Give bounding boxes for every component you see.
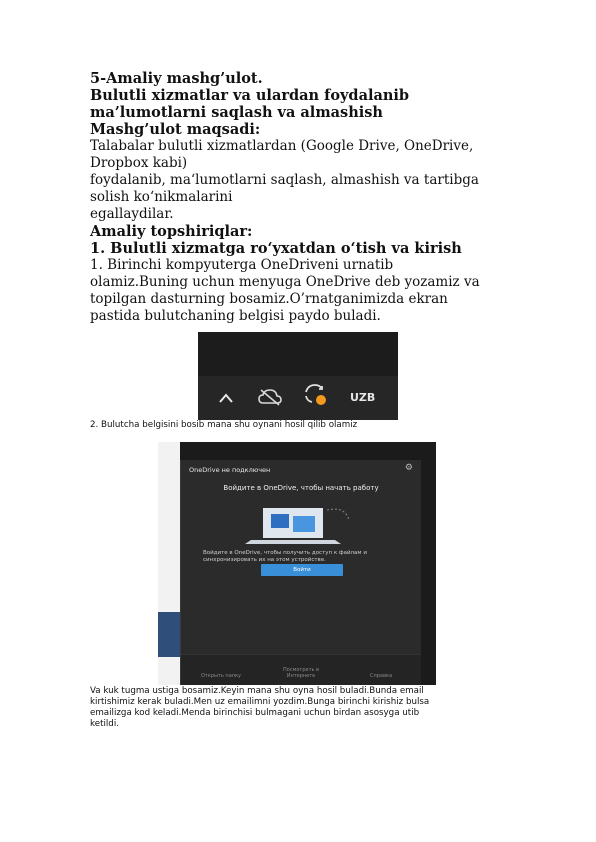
background-window-blue <box>158 612 180 657</box>
open-folder-link[interactable]: Открыть папку <box>200 673 242 679</box>
task-line-3: topilgan dasturning bosamiz.O’rnatganimizda ekran <box>90 291 448 307</box>
help-link[interactable]: Справка <box>369 673 393 679</box>
onedrive-window <box>180 460 421 685</box>
task-line-1: 1. Birinchi kompyuterga OneDriveni urnatib <box>90 257 394 273</box>
purpose-line-1: Talabalar bulutli xizmatlardan (Google Drive, OneDrive, <box>90 138 474 154</box>
sign-in-button[interactable]: Войти <box>261 564 343 576</box>
onedrive-body: Войдите в OneDrive, чтобы получить доступ к файлам и синхронизировать их на этом устройстве. <box>203 550 367 563</box>
purpose-line-3: foydalanib, maʻlumotlarni saqlash, almashish va tartibga <box>90 172 479 188</box>
caption-2: 2. Bulutcha belgisini bosib mana shu oynani hosil qilib olamiz <box>90 420 358 430</box>
chevron-up-icon <box>218 389 234 408</box>
document-page <box>90 70 510 325</box>
onedrive-title: OneDrive не подключен <box>189 466 271 474</box>
final-line-4: ketildi. <box>90 719 119 729</box>
final-line-1: Va kuk tugma ustiga bosamiz.Keyin mana shu oyna hosil buladi.Bunda email <box>90 686 424 696</box>
cloud-off-icon <box>258 388 282 410</box>
final-line-3: emailizga kod keladi.Menda birinchisi bulmagani uchun birdan asosyga utib <box>90 708 420 718</box>
laptop-illustration <box>241 504 361 546</box>
view-online-link[interactable]: Посмотреть в Интернете <box>283 667 319 679</box>
tasks-heading: Amaliy topshiriqlar: <box>90 223 253 240</box>
final-paragraph <box>90 686 510 730</box>
title-line-3: ma’lumotlarni saqlash va almashish <box>90 104 383 121</box>
onedrive-screenshot <box>158 442 436 685</box>
language-indicator: UZB <box>350 391 376 404</box>
task-line-2: olamiz.Buning uchun menyuga OneDrive deb yozamiz va <box>90 274 480 290</box>
purpose-line-4: solish koʻnikmalarini <box>90 189 233 205</box>
purpose-heading: Mashg’ulot maqsadi: <box>90 121 261 138</box>
sync-icon <box>302 382 328 410</box>
onedrive-heading: Войдите в OneDrive, чтобы начать работу <box>223 484 379 492</box>
title-line-1: 5-Amaliy mashg’ulot. <box>90 70 263 87</box>
task-1-heading: 1. Bulutli xizmatga roʻyxatdan oʻtish va kirish <box>90 240 462 257</box>
gear-icon[interactable]: ⚙ <box>404 463 413 473</box>
title-line-2: Bulutli xizmatlar va ulardan foydalanib <box>90 87 410 104</box>
final-line-2: kirtishimiz kerak buladi.Men uz emailimni yozdim.Bunga birinchi kirishiz bulsa <box>90 697 430 707</box>
onedrive-footer <box>181 654 421 685</box>
taskbar-screenshot <box>198 332 398 420</box>
purpose-line-5: egallaydilar. <box>90 206 174 222</box>
purpose-line-2: Dropbox kabi) <box>90 155 188 171</box>
task-line-4: pastida bulutchaning belgisi paydo buladi. <box>90 308 381 324</box>
